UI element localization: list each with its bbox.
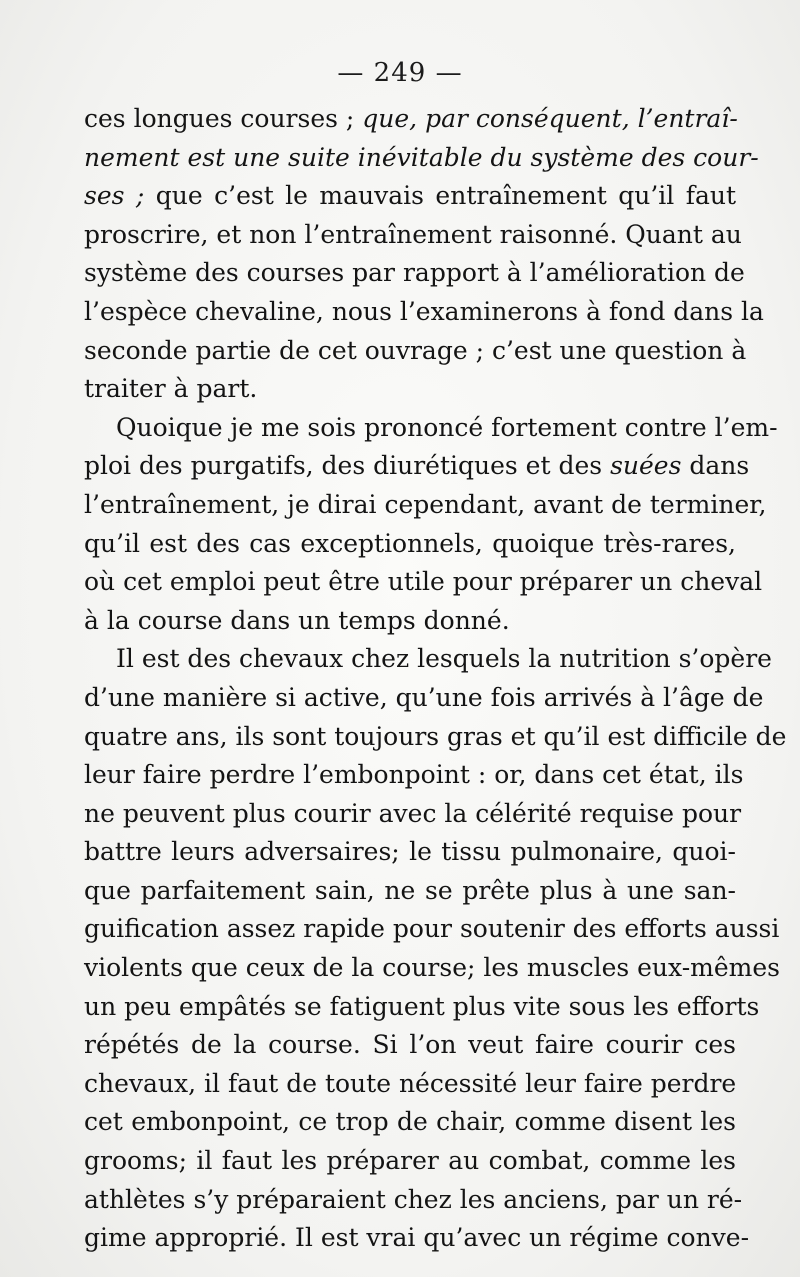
text-run: d’une manière si active, qu’une fois arrivés à l’âge de [84, 682, 764, 712]
text-run: ploi des purgatifs, des diurétiques et des [84, 451, 611, 481]
text-run: répétés de la course. Si l’on veut faire courir ces [84, 1030, 736, 1060]
text-run: Quoique je me sois prononcé fortement contre l’em- [116, 412, 778, 442]
text-line [84, 177, 736, 216]
text-run: un peu empâtés se fatiguent plus vite sous les efforts [84, 991, 760, 1021]
text-run: battre leurs adversaires; le tissu pulmonaire, quoi- [84, 837, 736, 867]
text-run: violents que ceux de la course; les muscles eux-mêmes [84, 953, 780, 983]
text-run: athlètes s’y préparaient chez les anciens, par un ré- [84, 1184, 743, 1214]
italic-text-run: que, par conséquent, l’entraî- [362, 104, 738, 133]
italic-text-run: ses ; [84, 181, 145, 211]
text-run: seconde partie de cet ouvrage ; c’est une question à [84, 335, 747, 365]
page-number: — 249 — [337, 58, 463, 88]
text-run: leur faire perdre l’embonpoint : or, dans cet état, ils [84, 760, 744, 790]
text-line [84, 525, 736, 564]
text-run: à la course dans un temps donné. [84, 605, 510, 635]
text-line [84, 254, 745, 293]
text-run: qu’il est des cas exceptionnels, quoique très-rares, [84, 528, 736, 558]
text-line [84, 486, 767, 525]
text-run: gime approprié. Il est vrai qu’avec un régime conve- [84, 1223, 750, 1253]
text-line [84, 949, 780, 988]
text-line [84, 718, 787, 757]
text-run: cet embonpoint, ce trop de chair, comme disent les [84, 1107, 736, 1137]
text-run: chevaux, il faut de toute nécessité leur faire perdre [84, 1068, 737, 1098]
text-line [84, 100, 736, 139]
italic-text-run: nement est une suite inévitable du système des cour- [84, 142, 759, 172]
text-run: ces longues courses ; [84, 104, 363, 133]
text-line [84, 795, 742, 834]
text-line [84, 1103, 736, 1142]
text-line [84, 988, 760, 1027]
text-line [84, 679, 764, 718]
text-run: où cet emploi peut être utile pour préparer un cheval [84, 567, 763, 597]
text-line [84, 1026, 736, 1065]
text-run: dans [681, 451, 750, 481]
text-line [84, 1219, 750, 1258]
text-run: traiter à part. [84, 374, 258, 404]
text-line [84, 833, 736, 872]
text-run: l’espèce chevaline, nous l’examinerons à fond dans la [84, 296, 764, 326]
text-run: quatre ans, ils sont toujours gras et qu’il est difficile de [84, 721, 787, 751]
text-run: l’entraînement, je dirai cependant, avant de terminer, [84, 489, 767, 519]
text-line [84, 910, 780, 949]
italic-text-run: suées [610, 451, 682, 481]
text-line [84, 1142, 736, 1181]
text-line [84, 447, 750, 486]
text-line [84, 756, 744, 795]
text-run: que parfaitement sain, ne se prête plus à une san- [84, 875, 736, 905]
text-line [84, 602, 736, 641]
text-line [84, 370, 736, 409]
text-line [84, 139, 759, 178]
text-run: que c’est le mauvais entraînement qu’il faut [144, 181, 737, 211]
text-run: ne peuvent plus courir avec la célérité requise pour [84, 798, 742, 828]
text-line [84, 563, 763, 602]
text-line [84, 872, 736, 911]
text-run: Il est des chevaux chez lesquels la nutrition s’opère [116, 644, 772, 674]
text-line [84, 293, 764, 332]
text-line [84, 1065, 736, 1104]
text-line [84, 409, 778, 448]
body-text [84, 100, 787, 1258]
text-line [84, 332, 747, 371]
text-run: grooms; il faut les préparer au combat, comme les [84, 1146, 736, 1176]
text-run: proscrire, et non l’entraînement raisonné. Quant au [84, 219, 742, 249]
text-line [84, 640, 772, 679]
text-line [84, 1181, 743, 1220]
text-run: guification assez rapide pour soutenir des efforts aussi [84, 914, 780, 944]
text-run: système des courses par rapport à l’amélioration de [84, 258, 745, 288]
text-line [84, 216, 742, 255]
